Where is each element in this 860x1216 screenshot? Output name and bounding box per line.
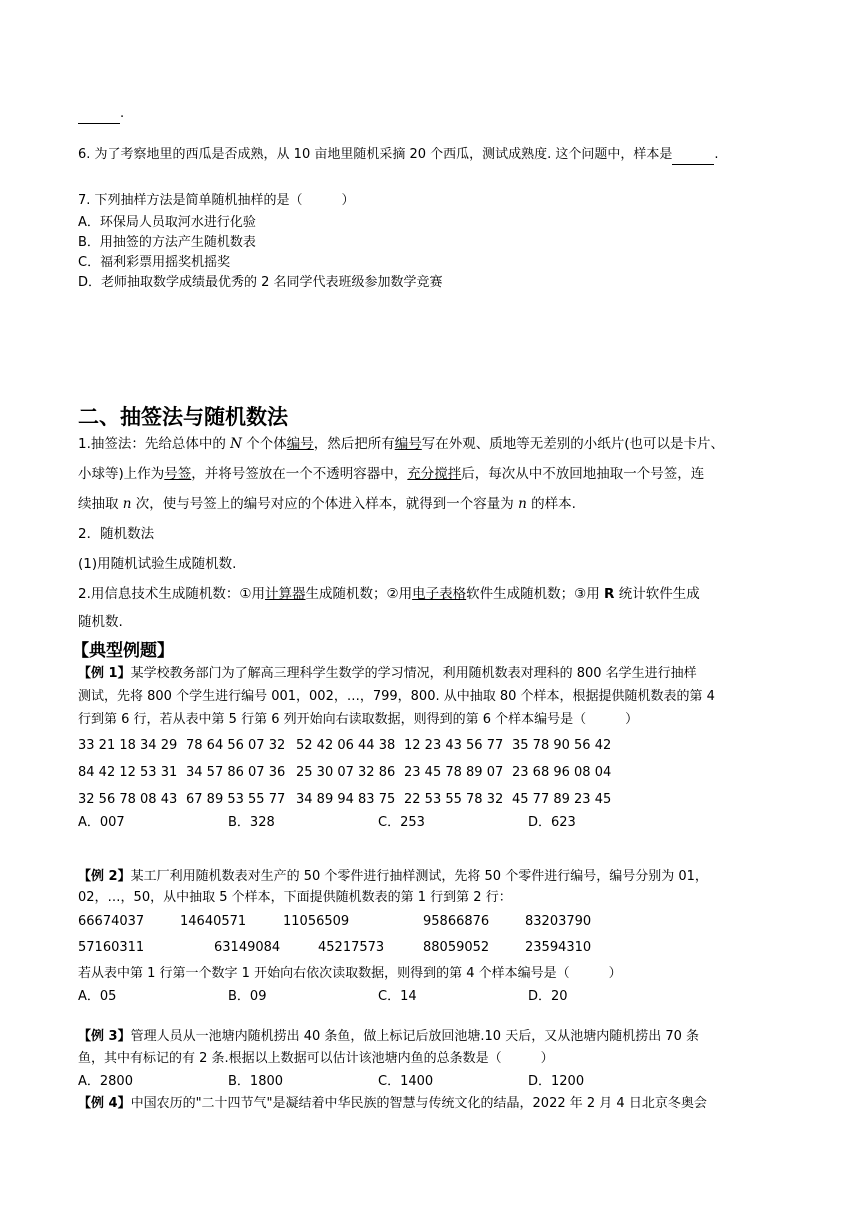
question-7-option-a: A．环保局人员取河水进行化验 xyxy=(78,215,256,230)
underlined-term: 电子表格 xyxy=(412,586,467,602)
example-1-line-2: 测试，先将 800 个学生进行编号 001，002，…，799，800. 从中抽取 80 个样本，根据提供随机数表的第 4 xyxy=(78,689,715,704)
underlined-term: 编号 xyxy=(286,436,314,452)
table-cell: 78 64 56 07 32 xyxy=(186,738,286,753)
table-cell: 95866876 xyxy=(423,914,490,929)
answer-blank xyxy=(78,105,120,124)
example-2-line-3: 若从表中第 1 行第一个数字 1 开始向右依次读取数据，则得到的第 4 个样本编号是（ ） xyxy=(78,966,622,981)
top-fragment-period: . xyxy=(120,106,125,121)
text: 2.用信息技术生成随机数：①用 xyxy=(78,586,265,602)
variable-n: n xyxy=(518,496,527,512)
text: 某工厂利用随机数表对生产的 50 个零件进行抽样测试，先将 50 个零件进行编号，编号分别为 01， xyxy=(130,869,708,884)
example-2-line-2: 02，…，50，从中抽取 5 个样本，下面提供随机数表的第 1 行到第 2 行： xyxy=(78,890,512,905)
table-cell: 83203790 xyxy=(525,914,592,929)
example-2-line-1 xyxy=(78,868,708,886)
example-2-option-a: A．05 xyxy=(78,989,117,1004)
table-cell: 25 30 07 32 86 xyxy=(296,765,396,780)
question-7-option-c: C．福利彩票用摇奖机摇奖 xyxy=(78,255,231,270)
lottery-method-line-3 xyxy=(78,494,576,514)
table-cell: 12 23 43 56 77 xyxy=(404,738,504,753)
question-7-stem: 7. 下列抽样方法是简单随机抽样的是（ ） xyxy=(78,193,355,208)
top-blank-line xyxy=(78,105,124,124)
example-label: 【例 2】 xyxy=(78,869,131,884)
text: 后，每次从中不放回地抽取一个号签，连 xyxy=(461,466,705,482)
text: 小球等)上作为 xyxy=(78,466,165,482)
table-cell: 66674037 xyxy=(78,914,145,929)
question-6-tail: . xyxy=(714,147,719,162)
text: ，并将号签放在一个不透明容器中， xyxy=(191,466,408,482)
example-2-option-b: B．09 xyxy=(228,989,267,1004)
examples-heading: 【典型例题】 xyxy=(72,641,174,661)
text: 次，使与号签上的编号对应的个体进入样本，就得到一个容量为 xyxy=(131,496,519,512)
question-6-text: 6. 为了考察地里的西瓜是否成熟，从 10 亩地里随机采摘 20 个西瓜，测试成熟度. 这个问题中，样本是 xyxy=(78,147,673,162)
text: 管理人员从一池塘内随机捞出 40 条鱼，做上标记后放回池塘.10 天后，又从池塘内随机捞出 70 条 xyxy=(130,1029,699,1044)
underlined-term: 编号 xyxy=(394,436,422,452)
table-cell: 33 21 18 34 29 xyxy=(78,738,178,753)
text: 软件生成随机数；③用 xyxy=(466,586,604,602)
random-number-method-1: (1)用随机试验生成随机数. xyxy=(78,556,237,572)
text: 中国农历的"二十四节气"是凝结着中华民族的智慧与传统文化的结晶，2022 年 2 月 4 日北京冬奥会 xyxy=(130,1096,707,1111)
example-1-option-a: A．007 xyxy=(78,815,125,830)
table-cell: 63149084 xyxy=(214,940,281,955)
question-7-option-b: B．用抽签的方法产生随机数表 xyxy=(78,235,256,250)
section-heading: 二、抽签法与随机数法 xyxy=(78,405,288,429)
text: 1.抽签法：先给总体中的 xyxy=(78,436,231,452)
text: 生成随机数；②用 xyxy=(305,586,413,602)
table-cell: 23594310 xyxy=(525,940,592,955)
table-cell: 23 68 96 08 04 xyxy=(512,765,612,780)
example-label: 【例 1】 xyxy=(78,666,131,681)
example-3-option-d: D．1200 xyxy=(528,1074,585,1089)
example-2-option-d: D．20 xyxy=(528,989,568,1004)
example-1-option-c: C．253 xyxy=(378,815,425,830)
text: 写在外观、质地等无差别的小纸片(也可以是卡片、 xyxy=(421,436,725,452)
example-3-line-2: 鱼，其中有标记的有 2 条.根据以上数据可以估计该池塘内鱼的总条数是（ ） xyxy=(78,1051,554,1066)
lottery-method-line-1 xyxy=(78,434,724,454)
example-1-line-1 xyxy=(78,665,697,683)
example-1-line-3: 行到第 6 行，若从表中第 5 行第 6 列开始向右读取数据，则得到的第 6 个样本编号是（ ） xyxy=(78,712,639,727)
text: 某学校教务部门为了解高三理科学生数学的学习情况，利用随机数表对理科的 800 名学生进行抽样 xyxy=(130,666,697,681)
table-cell: 34 57 86 07 36 xyxy=(186,765,286,780)
example-label: 【例 4】 xyxy=(78,1096,131,1111)
example-3-line-1 xyxy=(78,1028,699,1046)
table-cell: 22 53 55 78 32 xyxy=(404,792,504,807)
text: 续抽取 xyxy=(78,496,123,512)
question-6 xyxy=(78,146,719,165)
random-number-method-2-line-2: 随机数. xyxy=(78,614,123,630)
table-cell: 45 77 89 23 45 xyxy=(512,792,612,807)
example-4-line-1 xyxy=(78,1095,707,1113)
table-cell: 57160311 xyxy=(78,940,145,955)
r-software: R xyxy=(604,586,615,602)
text: 个个体 xyxy=(241,436,287,452)
text: 统计软件生成 xyxy=(614,586,700,602)
text: 的样本. xyxy=(526,496,576,512)
table-cell: 52 42 06 44 38 xyxy=(296,738,396,753)
random-number-method-heading: 2．随机数法 xyxy=(78,526,155,542)
table-cell: 45217573 xyxy=(318,940,385,955)
variable-n-upper: N xyxy=(230,436,242,452)
answer-blank xyxy=(672,146,714,165)
example-1-option-d: D．623 xyxy=(528,815,576,830)
example-3-option-c: C．1400 xyxy=(378,1074,434,1089)
lottery-method-line-2 xyxy=(78,464,704,484)
table-cell: 34 89 94 83 75 xyxy=(296,792,396,807)
table-cell: 23 45 78 89 07 xyxy=(404,765,504,780)
random-number-method-2-line-1 xyxy=(78,584,700,604)
question-7-option-d: D．老师抽取数学成绩最优秀的 2 名同学代表班级参加数学竞赛 xyxy=(78,275,443,290)
table-cell: 32 56 78 08 43 xyxy=(78,792,178,807)
table-cell: 84 42 12 53 31 xyxy=(78,765,178,780)
table-cell: 67 89 53 55 77 xyxy=(186,792,286,807)
underlined-term: 充分搅拌 xyxy=(407,466,462,482)
table-cell: 35 78 90 56 42 xyxy=(512,738,612,753)
example-3-option-b: B．1800 xyxy=(228,1074,284,1089)
example-1-option-b: B．328 xyxy=(228,815,275,830)
table-cell: 88059052 xyxy=(423,940,490,955)
example-2-option-c: C．14 xyxy=(378,989,417,1004)
example-3-option-a: A．2800 xyxy=(78,1074,133,1089)
table-cell: 11056509 xyxy=(283,914,350,929)
text: ，然后把所有 xyxy=(313,436,395,452)
underlined-term: 计算器 xyxy=(264,586,306,602)
table-cell: 14640571 xyxy=(180,914,247,929)
example-label: 【例 3】 xyxy=(78,1029,131,1044)
variable-n: n xyxy=(122,496,132,512)
underlined-term: 号签 xyxy=(164,466,192,482)
